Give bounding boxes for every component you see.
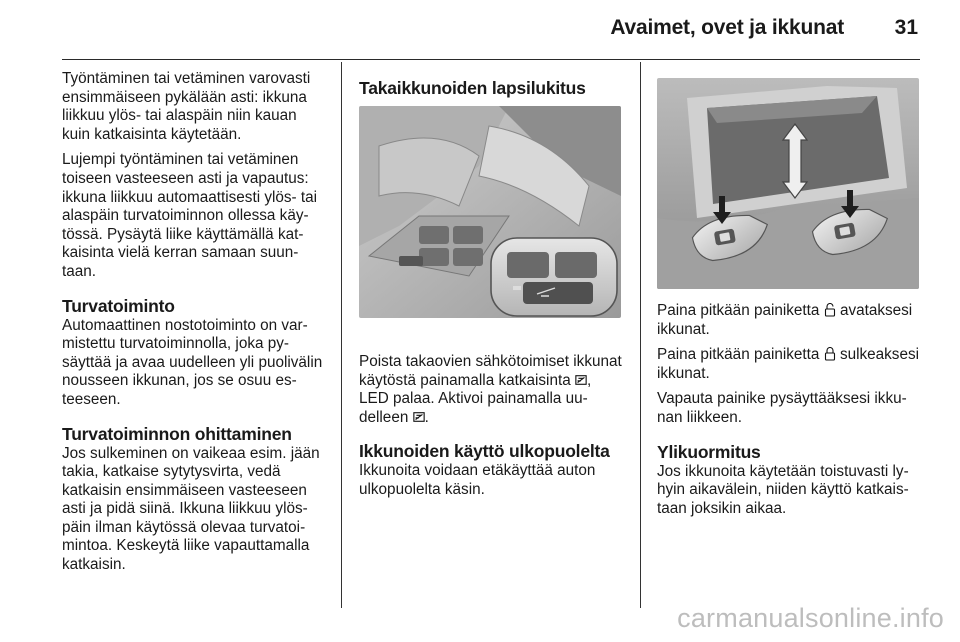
section-heading: Takaikkunoiden lapsilukitus xyxy=(359,78,586,98)
section-heading: Turvatoiminnon ohittaminen xyxy=(62,423,292,444)
paragraph xyxy=(657,346,927,383)
lock-padlock-icon xyxy=(824,347,836,361)
column-3 xyxy=(657,302,927,525)
paragraph: Työntäminen tai vetäminen varovasti ensimmäiseen pykälään asti: ikkuna liikkuu ylös- tai alaspäin niin kauan kuin katkaisinta käytetään. xyxy=(62,70,311,143)
column-divider-1 xyxy=(341,62,342,608)
section-heading: Turvatoiminto xyxy=(62,295,175,316)
paragraph-text: Paina pitkään painiketta xyxy=(657,302,820,319)
paragraph: Jos ikkunoita käytetään toistuvasti lyhyin aikavälein, niiden käyttö katkaistaan joksikin aikaa. xyxy=(657,462,909,517)
paragraph: Jos sulkeminen on vaikeaa esim. jään takia, katkaise sytytysvirta, vedä katkaisin ensimmäiseen vasteeseen asti ja pidä siinä. Ikkuna liikkuu ylöspäin ilman käytössä olevaa turvatoimintoa. Keskeytä liike vapauttamalla katkaisin. xyxy=(62,444,320,574)
column-1 xyxy=(62,70,327,582)
paragraph-text: Poista takaovien sähkötoimiset ikkunat käytöstä painamalla katkaisinta xyxy=(359,353,622,389)
header-divider xyxy=(62,59,920,60)
door-switch-illustration xyxy=(359,106,621,318)
paragraph: Vapauta painike pysäyttääksesi ikkunan liikkeen. xyxy=(657,390,907,426)
paragraph-text: sulkeaksesi ikkunat. xyxy=(657,346,920,382)
watermark: carmanualsonline.info xyxy=(677,603,944,633)
section-heading: Ylikuormitus xyxy=(657,441,761,462)
page-number: 31 xyxy=(894,16,918,39)
paragraph: Ikkunoita voidaan etäkäyttää auton ulkopuolelta käsin. xyxy=(359,462,596,498)
page-header xyxy=(0,0,960,60)
child-lock-switch-icon xyxy=(575,373,587,387)
page-title: Avaimet, ovet ja ikkunat xyxy=(610,16,844,39)
paragraph xyxy=(657,302,927,339)
section-heading: Ikkunoiden käyttö ulkopuolelta xyxy=(359,441,610,462)
paragraph: Automaattinen nostotoiminto on varmistettu turvatoiminnolla, joka pysäyttää ja avaa uudelleen yli puolivälin nousseen ikkunan, jos se osuu esteeseen. xyxy=(62,316,323,408)
column-divider-2 xyxy=(640,62,641,608)
paragraph: Lujempi työntäminen tai vetäminen toiseen vasteeseen asti ja vapautus: ikkuna liikkuu automaattisesti ylös- tai alaspäin turvatoiminnon ollessa käytössä. Pysäytä liike käyttämällä katkaisinta vielä kerran samaan suuntaan. xyxy=(62,151,318,280)
child-lock-switch-icon xyxy=(413,410,425,424)
paragraph-text: Paina pitkään painiketta xyxy=(657,346,820,364)
paragraph-text: avataksesi ikkunat. xyxy=(657,302,913,338)
paragraph-text: . xyxy=(424,408,429,426)
unlock-padlock-icon xyxy=(824,303,836,317)
car-window-key-illustration xyxy=(657,78,919,289)
paragraph xyxy=(359,353,625,427)
paragraph-text: , LED palaa. Aktivoi painamalla uudelleen xyxy=(359,371,592,426)
